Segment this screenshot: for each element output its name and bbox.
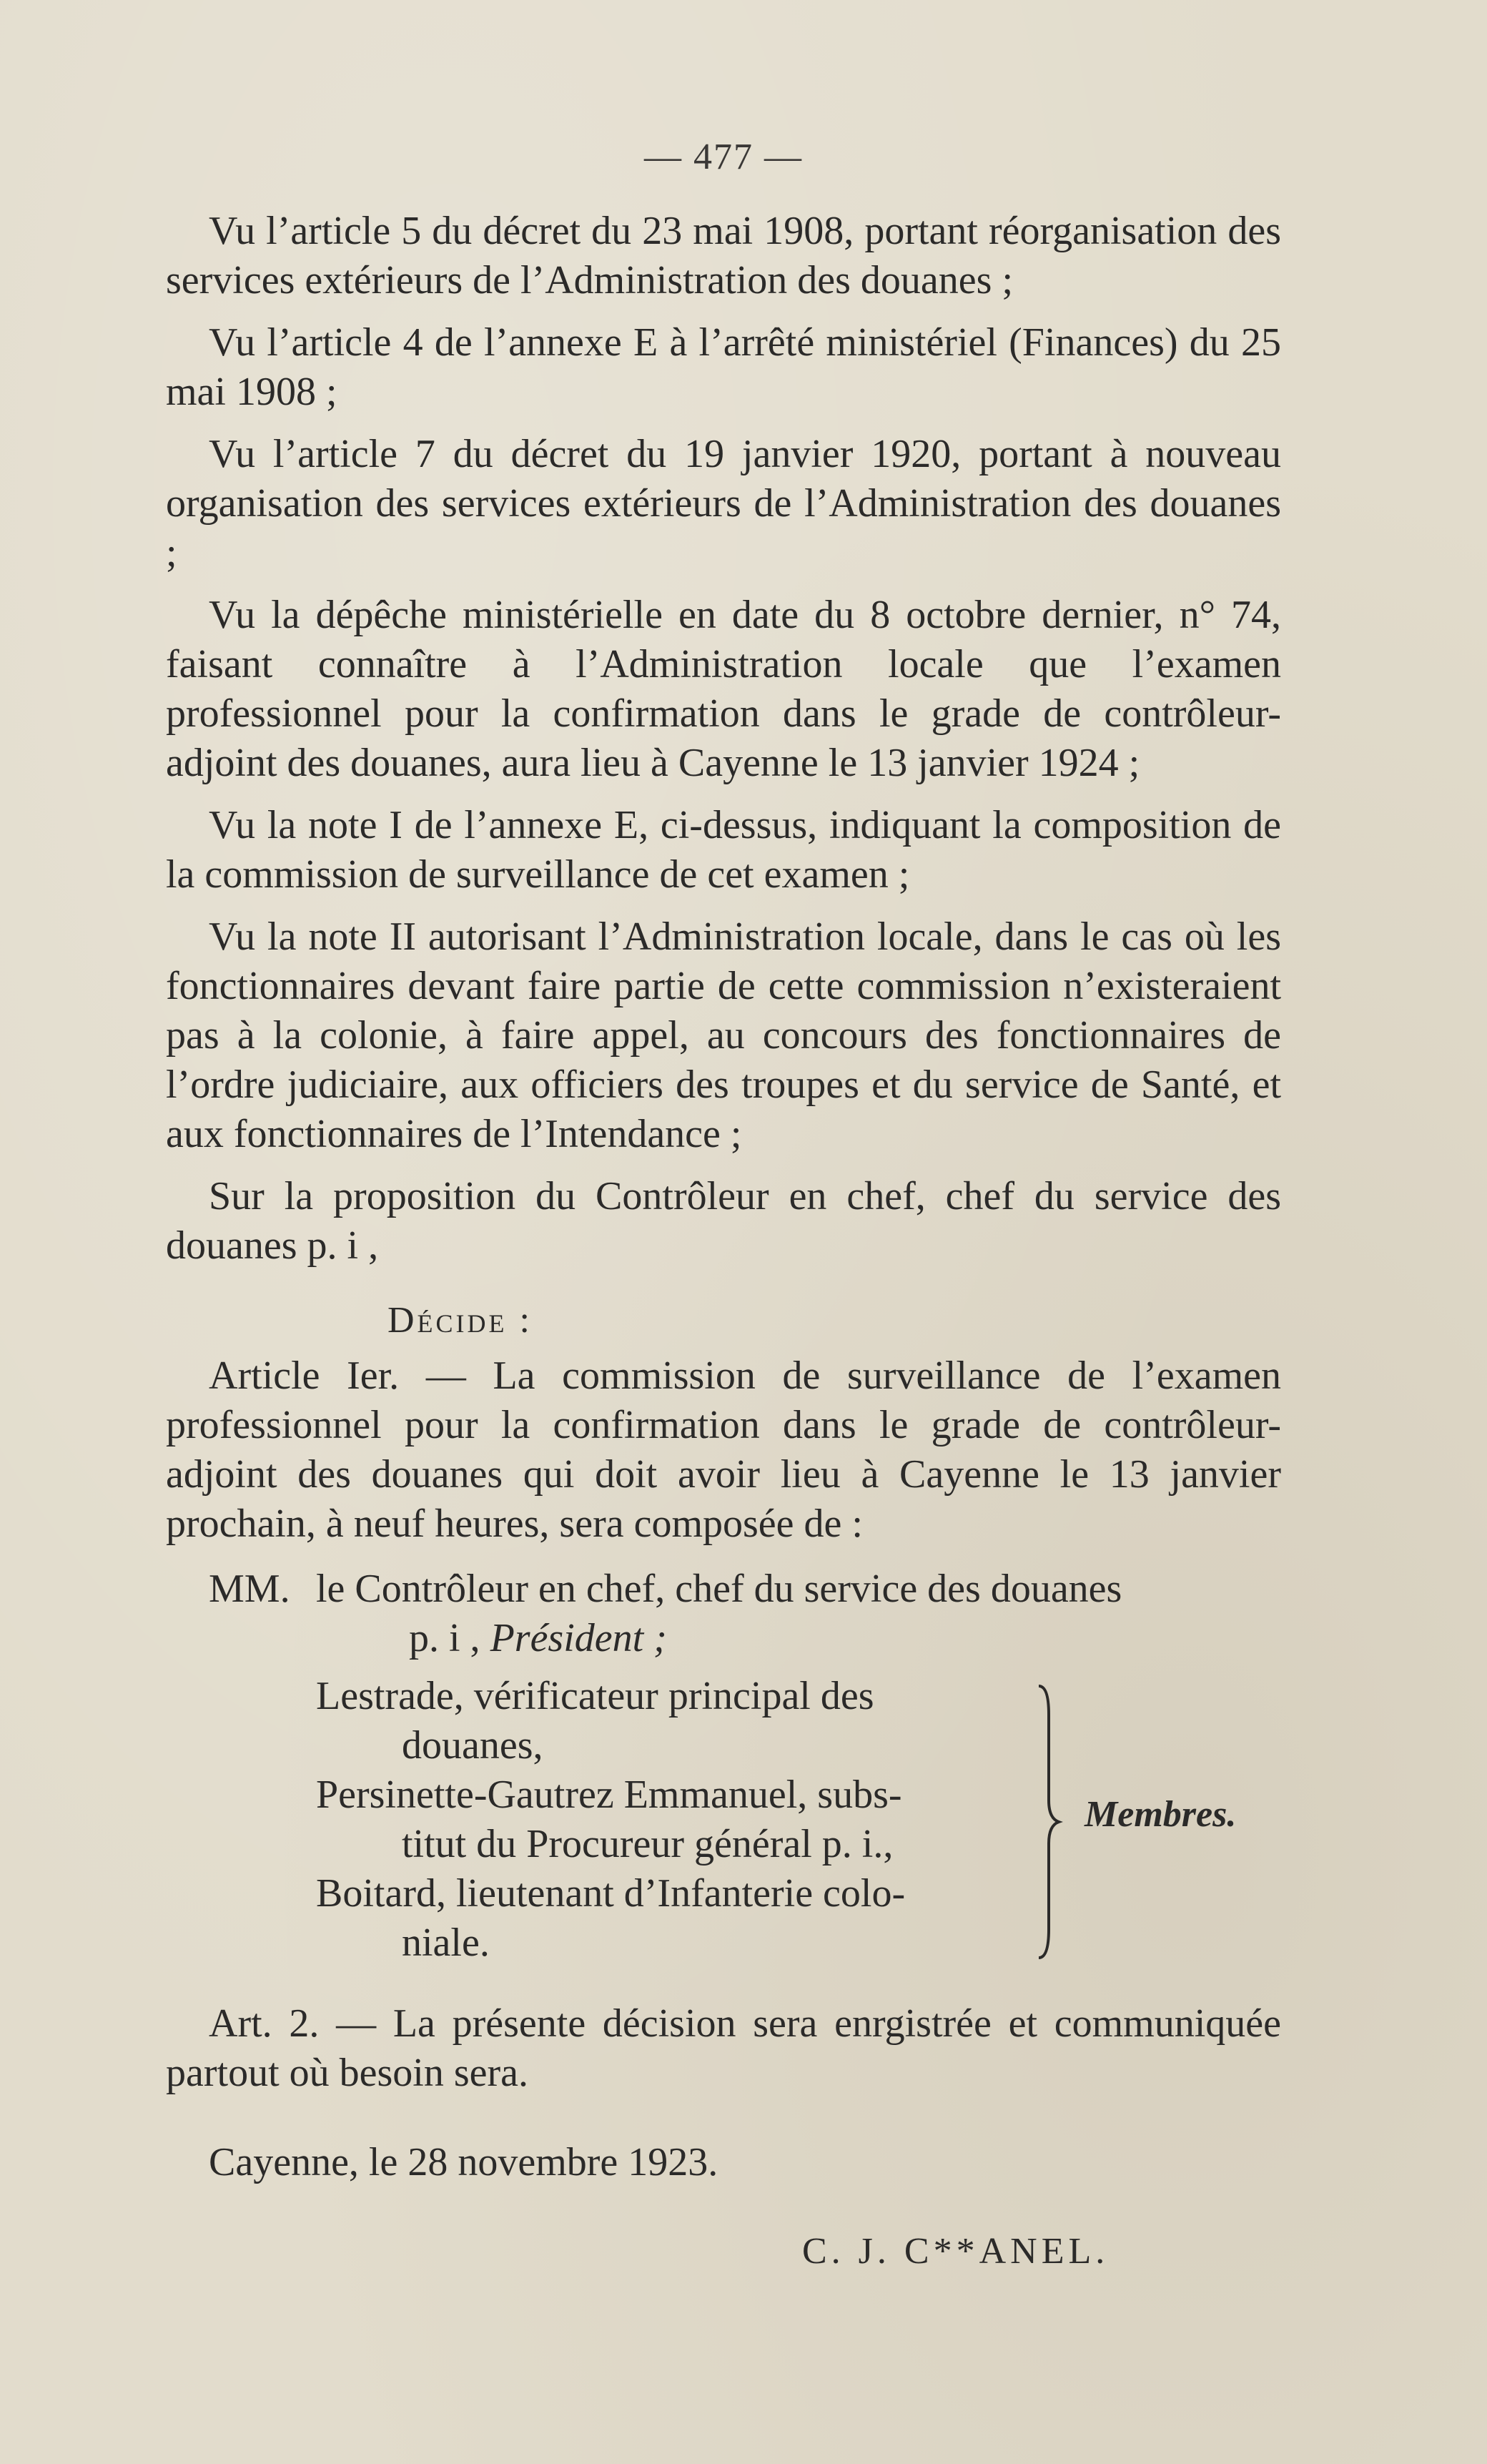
- article-1: Article Ier. — La commission de surveillance de l’examen professionnel pour la confirmation dans le grade de contrôleur-adjoint des douanes qui doit avoir lieu à Cayenne le 13 janvier prochain, à neuf heures, sera composée de :: [166, 1354, 1281, 1546]
- dateline: Cayenne, le 28 novembre 1923.: [209, 2140, 718, 2184]
- article-2: Art. 2. — La présente décision sera enrgistrée et communiquée partout où besoin sera.: [166, 2001, 1281, 2095]
- paragraph-6: Vu la note II autorisant l’Administration locale, dans le cas où les fonctionnaires devant faire partie de cette commission n’existeraient pas à la colonie, à faire appel, au concours des fonctionnaires de l’ordre judiciaire, aux officiers des troupes et du service de Santé, et aux fonctionnaires de l’Intendance ;: [166, 915, 1281, 1156]
- member-1-line-2: douanes,: [402, 1723, 543, 1768]
- curly-brace-icon: [1034, 1672, 1063, 1972]
- members-label: Membres.: [1085, 1794, 1237, 1835]
- paragraph-5: Vu la note I de l’annexe E, ci-dessus, indiquant la composition de la commission de surveillance de cet examen ;: [166, 803, 1281, 897]
- member-2-line-2: titut du Procureur général p. i.,: [402, 1822, 894, 1866]
- member-2-line-1: Persinette-Gautrez Emmanuel, subs-: [316, 1773, 902, 1817]
- president-pi: p. i ,: [409, 1616, 480, 1660]
- paragraph-1: Vu l’article 5 du décret du 23 mai 1908, portant réorganisation des services extérieurs de l’Administration des douanes ;: [166, 209, 1281, 302]
- document-page: [166, 136, 1281, 2272]
- member-3-line-2: niale.: [402, 1921, 490, 1965]
- member-2: [316, 1770, 1038, 1869]
- page-number: — 477 —: [644, 137, 803, 177]
- president-line-1: le Contrôleur en chef, chef du service des douanes: [316, 1567, 1122, 1611]
- paragraph-2: Vu l’article 4 de l’annexe E à l’arrêté ministériel (Finances) du 25 mai 1908 ;: [166, 320, 1281, 414]
- member-3: [316, 1869, 1038, 1968]
- decide-heading: Décide :: [387, 1300, 533, 1341]
- paragraph-3: Vu l’article 7 du décret du 19 janvier 1920, portant à nouveau organisation des services extérieurs de l’Administration des douanes ;: [166, 432, 1281, 575]
- member-3-line-1: Boitard, lieutenant d’Infanterie colo-: [316, 1871, 906, 1916]
- member-1-line-1: Lestrade, vérificateur principal des: [316, 1674, 874, 1718]
- member-1: [316, 1672, 1038, 1770]
- president-role: Président ;: [490, 1616, 667, 1660]
- paragraph-4: Vu la dépêche ministérielle en date du 8 octobre dernier, n° 74, faisant connaître à l’Administration locale que l’examen professionnel pour la confirmation dans le grade de contrôleur-adjoint des douanes, aura lieu à Cayenne le 13 janvier 1924 ;: [166, 593, 1281, 785]
- paragraph-7: Sur la proposition du Contrôleur en chef, chef du service des douanes p. i ,: [166, 1174, 1281, 1268]
- signature: C. J. C**ANEL.: [802, 2231, 1110, 2272]
- members-block: [166, 1672, 1281, 1972]
- president-row: [166, 1564, 1281, 1614]
- president-line-2: [409, 1614, 1281, 1663]
- mm-label: MM.: [209, 1567, 290, 1611]
